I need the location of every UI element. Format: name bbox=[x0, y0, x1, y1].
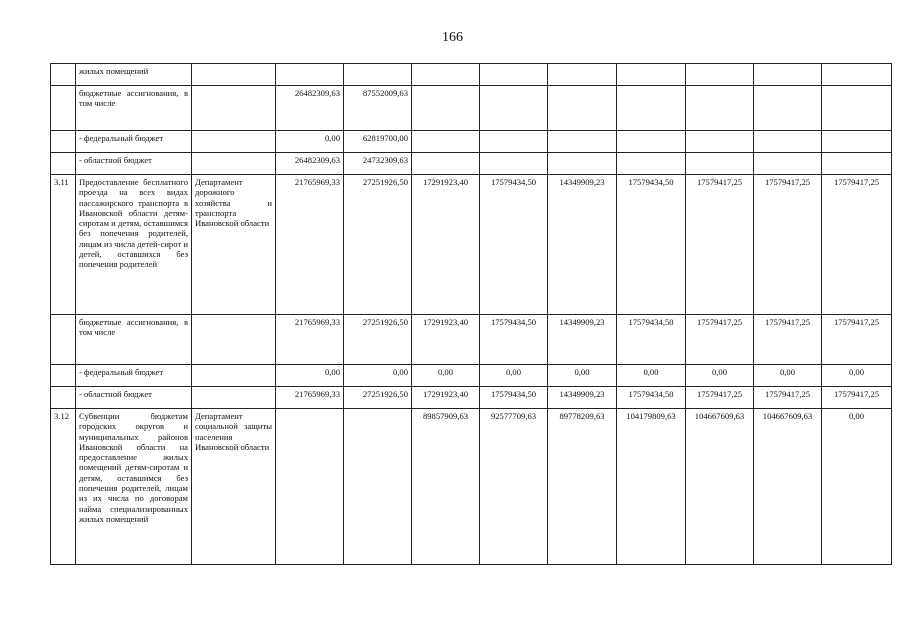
value-cell bbox=[480, 86, 548, 131]
value-cell: 14349909,23 bbox=[548, 315, 617, 365]
row-executor bbox=[192, 131, 276, 153]
value-cell: 14349909,23 bbox=[548, 175, 617, 315]
value-cell: 87552009,63 bbox=[344, 86, 412, 131]
value-cell: 27251926,50 bbox=[344, 315, 412, 365]
row-description: бюджетные ассигнования, в том числе bbox=[76, 86, 192, 131]
table-row bbox=[51, 365, 892, 387]
value-cell: 104179809,63 bbox=[617, 409, 686, 565]
value-cell: 104667609,63 bbox=[686, 409, 754, 565]
budget-table bbox=[50, 63, 892, 565]
row-executor bbox=[192, 64, 276, 86]
value-cell: 17579417,25 bbox=[686, 175, 754, 315]
value-cell bbox=[548, 64, 617, 86]
row-description: - областной бюджет bbox=[76, 153, 192, 175]
value-cell: 17291923,40 bbox=[412, 315, 480, 365]
row-executor bbox=[192, 365, 276, 387]
value-cell bbox=[617, 86, 686, 131]
row-executor bbox=[192, 153, 276, 175]
value-cell: 17579434,50 bbox=[617, 387, 686, 409]
value-cell bbox=[754, 131, 822, 153]
value-cell bbox=[617, 131, 686, 153]
row-description: - областной бюджет bbox=[76, 387, 192, 409]
row-description: бюджетные ассигнования, в том числе bbox=[76, 315, 192, 365]
row-index bbox=[51, 86, 76, 131]
value-cell bbox=[412, 64, 480, 86]
table-row bbox=[51, 86, 892, 131]
row-index bbox=[51, 387, 76, 409]
row-executor bbox=[192, 86, 276, 131]
row-index bbox=[51, 153, 76, 175]
value-cell bbox=[686, 131, 754, 153]
value-cell: 21765969,33 bbox=[276, 175, 344, 315]
row-index bbox=[51, 64, 76, 86]
row-index: 3.11 bbox=[51, 175, 76, 315]
row-index bbox=[51, 131, 76, 153]
value-cell: 17291923,40 bbox=[412, 387, 480, 409]
value-cell: 26482309,63 bbox=[276, 153, 344, 175]
value-cell: 26482309,63 bbox=[276, 86, 344, 131]
value-cell: 0,00 bbox=[754, 365, 822, 387]
value-cell: 0,00 bbox=[548, 365, 617, 387]
row-index bbox=[51, 315, 76, 365]
value-cell: 0,00 bbox=[822, 365, 892, 387]
row-executor bbox=[192, 315, 276, 365]
value-cell: 0,00 bbox=[344, 365, 412, 387]
value-cell bbox=[412, 131, 480, 153]
value-cell bbox=[686, 64, 754, 86]
table-row bbox=[51, 387, 892, 409]
value-cell: 104667609,63 bbox=[754, 409, 822, 565]
value-cell bbox=[822, 64, 892, 86]
table-row bbox=[51, 64, 892, 86]
value-cell: 17579417,25 bbox=[822, 315, 892, 365]
row-index: 3.12 bbox=[51, 409, 76, 565]
value-cell bbox=[412, 153, 480, 175]
table-row bbox=[51, 153, 892, 175]
row-executor: Департамент дорожного хозяйства и транспорта Ивановской области bbox=[192, 175, 276, 315]
table-row bbox=[51, 131, 892, 153]
value-cell bbox=[617, 153, 686, 175]
value-cell bbox=[686, 153, 754, 175]
row-index bbox=[51, 365, 76, 387]
value-cell bbox=[344, 64, 412, 86]
value-cell: 89778209,63 bbox=[548, 409, 617, 565]
value-cell: 17579417,25 bbox=[822, 175, 892, 315]
row-description: - федеральный бюджет bbox=[76, 365, 192, 387]
row-executor: Департамент социальной защиты населения Ивановской области bbox=[192, 409, 276, 565]
value-cell bbox=[754, 153, 822, 175]
value-cell: 17579434,50 bbox=[480, 175, 548, 315]
value-cell: 17579434,50 bbox=[480, 387, 548, 409]
table-row bbox=[51, 409, 892, 565]
row-description: - федеральный бюджет bbox=[76, 131, 192, 153]
table-row bbox=[51, 175, 892, 315]
value-cell: 92577709,63 bbox=[480, 409, 548, 565]
value-cell bbox=[754, 86, 822, 131]
value-cell: 17579434,50 bbox=[617, 315, 686, 365]
value-cell bbox=[480, 64, 548, 86]
value-cell bbox=[548, 153, 617, 175]
value-cell bbox=[617, 64, 686, 86]
value-cell: 27251926,50 bbox=[344, 175, 412, 315]
value-cell: 14349909,23 bbox=[548, 387, 617, 409]
value-cell: 17579417,25 bbox=[754, 387, 822, 409]
value-cell: 0,00 bbox=[822, 409, 892, 565]
value-cell bbox=[686, 86, 754, 131]
value-cell: 0,00 bbox=[276, 131, 344, 153]
value-cell bbox=[276, 64, 344, 86]
row-executor bbox=[192, 387, 276, 409]
value-cell: 17579417,25 bbox=[822, 387, 892, 409]
row-description: Предоставление бесплатного проезда на всех видах пассажирского транспорта в Ивановской области детям-сиротам и детям, оставшимся без попечения родителей, лицам из числа детей-сирот и детей, оставшихся без попечения родителей bbox=[76, 175, 192, 315]
value-cell: 89857909,63 bbox=[412, 409, 480, 565]
value-cell: 17579417,25 bbox=[686, 387, 754, 409]
value-cell: 17579434,50 bbox=[480, 315, 548, 365]
value-cell bbox=[480, 153, 548, 175]
value-cell: 21765969,33 bbox=[276, 387, 344, 409]
value-cell bbox=[822, 86, 892, 131]
page-number: 166 bbox=[442, 30, 463, 45]
value-cell: 27251926,50 bbox=[344, 387, 412, 409]
value-cell: 0,00 bbox=[480, 365, 548, 387]
table-row bbox=[51, 315, 892, 365]
value-cell: 62819700,00 bbox=[344, 131, 412, 153]
value-cell: 0,00 bbox=[412, 365, 480, 387]
value-cell: 24732309,63 bbox=[344, 153, 412, 175]
row-description: жилых помещений bbox=[76, 64, 192, 86]
row-description: Субвенции бюджетам городских округов и муниципальных районов Ивановской области на предоставление жилых помещений детям-сиротам и детям, оставшимся без попечения родителей, лицам из их числа по договорам найма специализированных жилых помещений bbox=[76, 409, 192, 565]
value-cell: 0,00 bbox=[617, 365, 686, 387]
value-cell bbox=[548, 131, 617, 153]
value-cell bbox=[754, 64, 822, 86]
value-cell: 17579417,25 bbox=[754, 175, 822, 315]
value-cell bbox=[276, 409, 344, 565]
value-cell bbox=[344, 409, 412, 565]
value-cell: 17291923,40 bbox=[412, 175, 480, 315]
value-cell: 17579434,50 bbox=[617, 175, 686, 315]
value-cell: 21765969,33 bbox=[276, 315, 344, 365]
value-cell: 17579417,25 bbox=[686, 315, 754, 365]
value-cell bbox=[822, 153, 892, 175]
value-cell bbox=[412, 86, 480, 131]
value-cell bbox=[548, 86, 617, 131]
value-cell bbox=[480, 131, 548, 153]
value-cell: 17579417,25 bbox=[754, 315, 822, 365]
value-cell bbox=[822, 131, 892, 153]
value-cell: 0,00 bbox=[686, 365, 754, 387]
value-cell: 0,00 bbox=[276, 365, 344, 387]
